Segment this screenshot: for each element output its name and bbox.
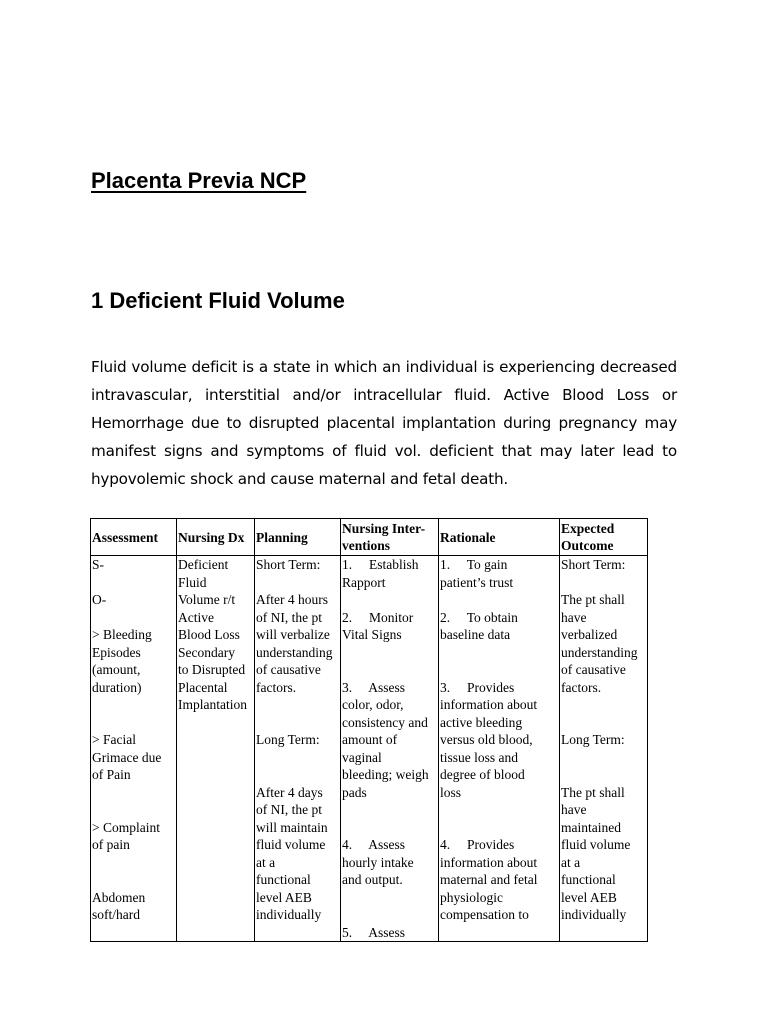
cell-line: 3. Provides	[440, 679, 515, 695]
cell-line: Deficient	[178, 557, 229, 572]
cell-line: Volume r/t	[178, 592, 236, 607]
cell-line	[92, 801, 175, 819]
section-heading: 1 Deficient Fluid Volume	[91, 288, 345, 313]
cell-line: Long Term:	[561, 732, 625, 747]
cell-line	[561, 696, 646, 714]
cell-line: individually	[561, 907, 627, 922]
cell-line	[440, 591, 558, 609]
cell-line	[256, 574, 339, 592]
cell-line	[92, 574, 175, 592]
cell-line: Secondary	[178, 644, 235, 660]
cell-line	[342, 906, 437, 924]
cell-line	[561, 714, 646, 732]
cell-line: factors.	[561, 679, 602, 695]
cell-line: Long Term:	[256, 732, 320, 747]
cell-line: Vital Signs	[342, 627, 402, 642]
cell-line: 1. To gain	[440, 557, 508, 572]
cell-line	[561, 766, 646, 784]
cell-line: verbalized	[561, 627, 618, 642]
header-planning: Planning	[255, 519, 341, 556]
cell-line	[342, 889, 437, 907]
table-row	[91, 556, 648, 942]
cell-line: 2. Monitor	[342, 609, 414, 625]
cell-line: Blood Loss	[178, 627, 240, 642]
cell-line	[561, 749, 646, 767]
cell-line: hourly intake	[342, 854, 414, 870]
cell-line: The pt shall	[561, 592, 625, 607]
cell-line: After 4 hours	[256, 592, 328, 607]
interventions-cell	[341, 556, 439, 942]
cell-line	[92, 609, 175, 627]
cell-line: Placental	[178, 679, 228, 695]
cell-line: to Disrupted	[178, 662, 246, 677]
cell-line	[440, 819, 558, 837]
cell-line	[92, 871, 175, 889]
cell-line: patient’s trust	[440, 574, 514, 590]
cell-line: The pt shall	[561, 784, 625, 800]
ncp-table	[90, 518, 648, 942]
cell-line	[256, 696, 339, 714]
page-title: Placenta Previa NCP	[91, 168, 307, 193]
cell-line: bleeding; weigh	[342, 767, 429, 782]
cell-line: soft/hard	[92, 907, 140, 922]
cell-line: 5. Assess	[342, 924, 406, 940]
header-nursing-interventions: Nursing Inter-ventions	[341, 519, 439, 556]
cell-line	[440, 644, 558, 662]
cell-line: will maintain	[256, 819, 328, 835]
cell-line: fluid volume	[256, 837, 326, 852]
cell-line: have	[561, 802, 587, 817]
cell-line	[342, 591, 437, 609]
cell-line: Fluid	[178, 574, 207, 590]
cell-line: Implantation	[178, 697, 247, 712]
cell-line: maternal and fetal	[440, 872, 538, 887]
cell-line: have	[561, 609, 587, 625]
cell-line	[92, 854, 175, 872]
table-header-row	[91, 519, 648, 556]
cell-line: tissue loss and	[440, 749, 519, 765]
cell-line: > Bleeding	[92, 627, 152, 642]
cell-line: and output.	[342, 872, 403, 887]
cell-line: pads	[342, 784, 367, 800]
cell-line: degree of blood	[440, 767, 525, 782]
cell-line: factors.	[256, 679, 297, 695]
intro-paragraph: Fluid volume deficit is a state in which an individual is experiencing decreased intravascular, interstitial and/or intracellular fluid. Active Blood Loss or Hemorrhage due to disrupted placental implantation during pregnancy may manifest signs and symptoms of fluid vol. deficient that may later lead to hypovolemic shock and cause maternal and fetal death.	[91, 358, 677, 488]
cell-line: 4. Assess	[342, 837, 406, 852]
cell-line: consistency and	[342, 714, 428, 730]
cell-line	[440, 661, 558, 679]
cell-line: loss	[440, 784, 462, 800]
header-rationale: Rationale	[439, 519, 560, 556]
cell-line	[92, 696, 175, 714]
nursing-dx-cell	[177, 556, 255, 942]
cell-line: maintained	[561, 819, 621, 835]
cell-line: (amount,	[92, 662, 141, 677]
cell-line: Rapport	[342, 574, 386, 590]
cell-line: of NI, the pt	[256, 802, 322, 817]
cell-line: color, odor,	[342, 697, 404, 712]
header-nursing-dx: Nursing Dx	[177, 519, 255, 556]
cell-line: of causative	[256, 662, 321, 677]
cell-line: baseline data	[440, 627, 511, 642]
cell-line	[342, 801, 437, 819]
cell-line: amount of	[342, 732, 398, 747]
cell-line	[92, 714, 175, 732]
cell-line: physiologic	[440, 889, 503, 905]
cell-line	[342, 661, 437, 679]
cell-line: will verbalize	[256, 627, 330, 642]
cell-line: Active	[178, 609, 214, 625]
cell-line	[440, 801, 558, 819]
cell-line: information about	[440, 854, 538, 870]
cell-line: Short Term:	[256, 557, 321, 572]
cell-line	[342, 819, 437, 837]
cell-line: 4. Provides	[440, 837, 515, 852]
cell-line: O-	[92, 592, 107, 607]
cell-line: information about	[440, 697, 538, 712]
expected-outcome-cell	[560, 556, 648, 942]
cell-line: of causative	[561, 662, 626, 677]
rationale-cell	[439, 556, 560, 942]
cell-line: Episodes	[92, 644, 141, 660]
planning-cell	[255, 556, 341, 942]
header-expected-outcome: Expected Outcome	[560, 519, 648, 556]
cell-line: Short Term:	[561, 557, 626, 572]
cell-line: > Complaint	[92, 819, 160, 835]
cell-line: of Pain	[92, 767, 131, 782]
cell-line	[256, 749, 339, 767]
cell-line: functional	[561, 872, 616, 887]
cell-line: understanding	[256, 644, 333, 660]
cell-line	[342, 644, 437, 662]
assessment-cell	[91, 556, 177, 942]
cell-line: level AEB	[256, 889, 312, 905]
cell-line: understanding	[561, 644, 638, 660]
cell-line: compensation to	[440, 907, 529, 922]
cell-line: individually	[256, 907, 322, 922]
cell-line: > Facial	[92, 732, 136, 747]
cell-line: level AEB	[561, 889, 617, 905]
cell-line: Grimace due	[92, 749, 162, 765]
cell-line: 3. Assess	[342, 679, 406, 695]
cell-line: at a	[256, 854, 276, 870]
cell-line: fluid volume	[561, 837, 631, 852]
cell-line: S-	[92, 557, 105, 572]
cell-line: duration)	[92, 679, 142, 695]
cell-line: functional	[256, 872, 311, 887]
cell-line: of NI, the pt	[256, 609, 322, 625]
cell-line: active bleeding	[440, 714, 523, 730]
cell-line: 2. To obtain	[440, 609, 518, 625]
cell-line: versus old blood,	[440, 732, 533, 747]
cell-line: 1. Establish	[342, 557, 419, 572]
cell-line: After 4 days	[256, 784, 323, 800]
header-assessment: Assessment	[91, 519, 177, 556]
cell-line	[256, 714, 339, 732]
cell-line	[561, 574, 646, 592]
cell-line	[256, 766, 339, 784]
cell-line: Abdomen	[92, 889, 146, 905]
cell-line: of pain	[92, 837, 130, 852]
cell-line	[92, 784, 175, 802]
cell-line: vaginal	[342, 749, 382, 765]
cell-line: at a	[561, 854, 581, 870]
